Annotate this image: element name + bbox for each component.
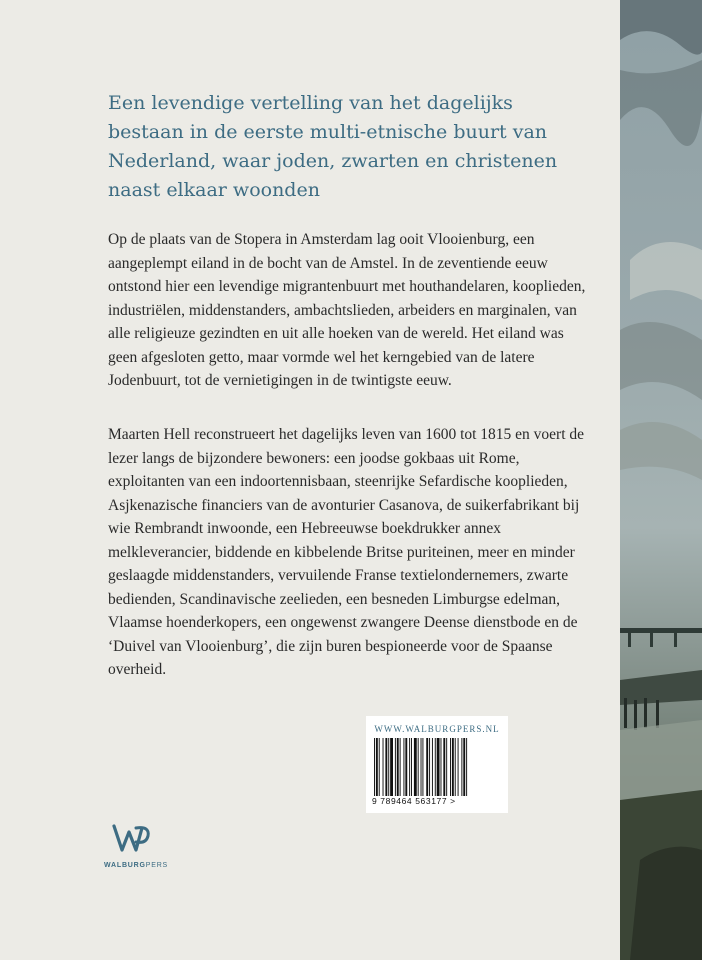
publisher-name bbox=[104, 862, 174, 869]
walburg-pers-logo-icon bbox=[112, 820, 152, 856]
cover-painting-strip bbox=[620, 0, 702, 960]
paragraph-intro: Op de plaats van de Stopera in Amsterdam lag ooit Vlooienburg, een aangeplempt eiland in de bocht van de Amstel. In de zeventiende eeuw ontstond hier een levendige migrantenbuurt met houthandelaren, kooplieden, industriëlen, middenstanders, ambachtslieden, arbeiders en marginalen, van alle religieuze gezindten en uit alle hoeken van de wereld. Het eiland was geen afgesloten getto, maar vormde wel het kerngebied van de latere Jodenbuurt, tot de vernietigingen in de twintigste eeuw. bbox=[108, 231, 586, 389]
barcode-panel bbox=[366, 716, 508, 813]
paragraph-residents: Maarten Hell reconstrueert het dagelijks leven van 1600 tot 1815 en voert de lezer langs de bijzondere bewoners: een joodse gokbaas uit Rome, exploitanten van een indoortennisbaan, steenrijke Sefardische kooplieden, Asjkenazische financiers van de avonturier Casanova, de suikerfabrikant bij wie Rembrandt inwoonde, een Hebreeuwse boekdrukker annex melkleverancier, biddende en kibbelende Britse puriteinen, meer en minder geslaagde middenstanders, vervuilende Franse textielondernemers, zwarte bedienden, Scandinavische zeelieden, een besneden Limburgse edelman, Vlaamse hoenderkopers, een ongewenst zwangere Deense dienstbode en de ‘Duivel van Vlooienburg’, die zijn buren bespioneerde voor de Spaanse overheid. bbox=[108, 426, 585, 678]
barcode-icon bbox=[374, 738, 500, 796]
publisher-url[interactable]: WWW.WALBURGPERS.NL bbox=[374, 724, 500, 734]
painting-illustration bbox=[620, 0, 702, 960]
headline: Een levendige vertelling van het dagelijks bestaan in de eerste multi-etnische buurt van Nederland, waar joden, zwarten en christenen naast elkaar woonden bbox=[108, 92, 558, 201]
publisher-name-part1: WALBURG bbox=[104, 862, 146, 869]
isbn-digits: 9 789464 563177 > bbox=[372, 796, 456, 806]
publisher-name-part2: PERS bbox=[145, 862, 169, 869]
publisher-logo bbox=[104, 820, 169, 884]
